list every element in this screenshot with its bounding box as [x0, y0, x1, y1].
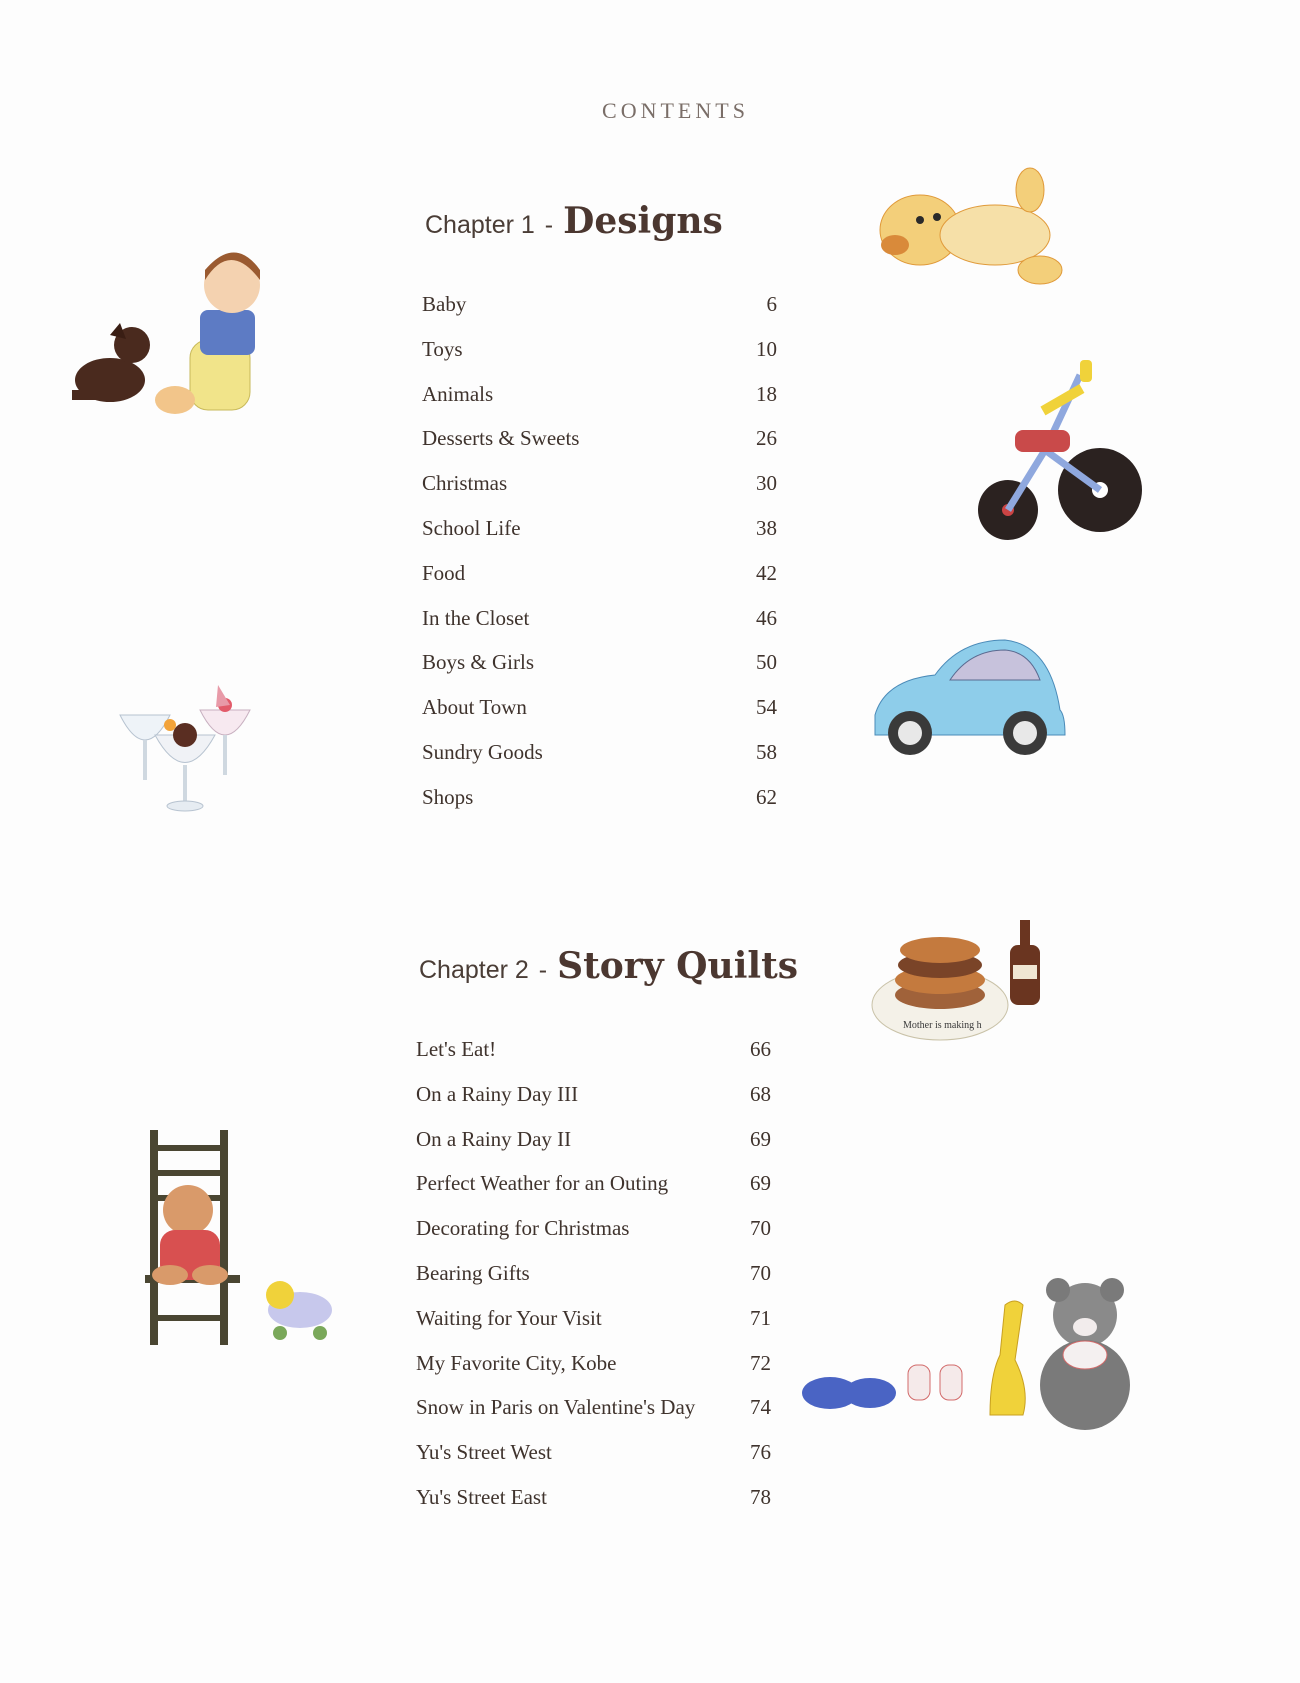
tricycle-illustration — [970, 355, 1150, 545]
chapter-2-heading — [419, 945, 798, 987]
chapter-1-toc — [422, 292, 777, 832]
bootie — [908, 1365, 930, 1400]
toc-entry-page: 69 — [750, 1126, 771, 1151]
glass-stem — [183, 765, 187, 805]
shoe — [844, 1378, 896, 1408]
toc-entry-page: 72 — [750, 1350, 771, 1375]
seat — [1015, 430, 1070, 452]
toc-entry-page: 46 — [756, 605, 777, 630]
toc-entry-title: Food — [422, 560, 466, 585]
chapter-dash: - — [538, 956, 548, 984]
bear-ear — [1046, 1278, 1070, 1302]
bear-leg — [1018, 256, 1062, 284]
toc-entry-page: 68 — [750, 1081, 771, 1106]
page-title: CONTENTS — [602, 98, 749, 123]
chapter-title: Designs — [563, 200, 723, 242]
glass-base — [167, 801, 203, 811]
toc-entry-title: About Town — [422, 695, 527, 720]
bear-snout — [881, 235, 909, 255]
chapter-prefix: Chapter 2 — [419, 956, 529, 984]
chair-rung — [150, 1170, 228, 1176]
bear-snout — [1073, 1318, 1097, 1336]
toc-entry-title: Sundry Goods — [422, 740, 543, 764]
chapter-2-toc — [416, 1037, 771, 1537]
toc-entry-title: Animals — [422, 381, 494, 406]
teddy-bear-lying-illustration — [865, 165, 1075, 305]
toc-entry-title: My Favorite City, Kobe — [416, 1350, 617, 1375]
baby-feet — [155, 386, 195, 414]
toc-entry-page: 6 — [766, 292, 777, 316]
fruit — [164, 719, 176, 731]
chapter-prefix: Chapter 1 — [425, 211, 535, 239]
car-hubcap — [1013, 721, 1037, 745]
car-hubcap — [898, 721, 922, 745]
car-illustration — [865, 635, 1075, 765]
toc-entry-page: 10 — [756, 336, 777, 361]
chocolate-scoop — [173, 723, 197, 747]
toc-entry-page: 71 — [750, 1305, 771, 1330]
chair-rung — [150, 1145, 228, 1151]
plate-caption: Mother is making h — [903, 1020, 982, 1031]
toc-entry-title: Shops — [422, 784, 474, 809]
toc-entry-page: 70 — [750, 1261, 771, 1285]
chair-and-bear-illustration — [130, 1125, 370, 1355]
baby-and-dog-illustration — [50, 240, 290, 440]
chair-rung — [150, 1315, 228, 1321]
baby-shirt — [200, 310, 255, 355]
toc-entry-title: Bearing Gifts — [416, 1261, 530, 1285]
toc-entry-title: On a Rainy Day II — [416, 1126, 572, 1151]
chair-leg — [220, 1130, 228, 1345]
toc-entry-page: 78 — [750, 1485, 771, 1509]
handle-grip — [1080, 360, 1092, 382]
toc-entry-page: 74 — [750, 1395, 771, 1420]
toy-wheel — [273, 1326, 287, 1340]
toc-entry-title: Christmas — [422, 471, 508, 496]
toc-entry-page: 26 — [756, 426, 777, 451]
shoes-giraffe-bear-illustration — [800, 1275, 1180, 1435]
bear-body — [940, 205, 1050, 265]
toc-entry-page: 66 — [750, 1037, 771, 1061]
toc-entry-page: 30 — [756, 471, 777, 496]
toc-entry-title: Boys & Girls — [422, 650, 535, 675]
bootie — [940, 1365, 962, 1400]
toc-entry-title: Yu's Street West — [416, 1440, 552, 1465]
glass-right — [200, 710, 250, 735]
toc-entry-page: 69 — [750, 1171, 771, 1196]
chair-leg — [150, 1130, 158, 1345]
toc-entry-title: Let's Eat! — [416, 1037, 497, 1061]
bear-leg — [192, 1265, 228, 1285]
toc-entry-title: Baby — [422, 292, 467, 316]
toc-entry-page: 50 — [756, 650, 777, 675]
pancakes-illustration — [865, 910, 1065, 1050]
dog-leg — [72, 390, 102, 400]
chapter-title: Story Quilts — [557, 945, 798, 987]
toc-entry-page: 70 — [750, 1216, 771, 1241]
toc-entry-title: Yu's Street East — [416, 1485, 547, 1509]
toc-entry-title: Toys — [422, 336, 463, 361]
giraffe — [990, 1301, 1025, 1415]
glass-stem — [143, 740, 147, 780]
chapter-1-heading — [425, 200, 723, 242]
glass-stem — [223, 735, 227, 775]
chapter-dash: - — [544, 211, 554, 239]
toc-entry-title: Waiting for Your Visit — [416, 1305, 602, 1330]
toc-entry-title: On a Rainy Day III — [416, 1081, 579, 1106]
toc-entry-page: 18 — [756, 381, 777, 406]
bear-eye — [933, 213, 941, 221]
toc-entry-title: In the Closet — [422, 605, 530, 630]
toc-entry-title: Perfect Weather for an Outing — [416, 1171, 669, 1196]
syrup-neck — [1020, 920, 1030, 948]
bear-head — [163, 1185, 213, 1235]
toc-entry-title: Decorating for Christmas — [416, 1216, 630, 1241]
toc-entry-page: 42 — [756, 560, 777, 585]
toy-wheel — [313, 1326, 327, 1340]
bear-arm — [1016, 168, 1044, 212]
toc-entry-page: 38 — [756, 516, 777, 540]
toc-entry-title: School Life — [422, 516, 521, 540]
toc-entry-page: 54 — [756, 695, 777, 720]
toc-entry-title: Snow in Paris on Valentine's Day — [416, 1395, 696, 1420]
wafer — [216, 685, 230, 707]
toc-entry-page: 58 — [756, 740, 777, 764]
pancake — [900, 937, 980, 963]
bear-ear — [1100, 1278, 1124, 1302]
toc-entry-title: Desserts & Sweets — [422, 426, 580, 451]
bear-leg — [152, 1265, 188, 1285]
toy-dog-head — [266, 1281, 294, 1309]
syrup-label — [1013, 965, 1037, 979]
bear-eye — [916, 216, 924, 224]
bear-bib — [1063, 1341, 1107, 1369]
toc-entry-page: 62 — [756, 784, 777, 809]
toc-entry-page: 76 — [750, 1440, 771, 1465]
sundae-glasses-illustration — [110, 680, 260, 820]
